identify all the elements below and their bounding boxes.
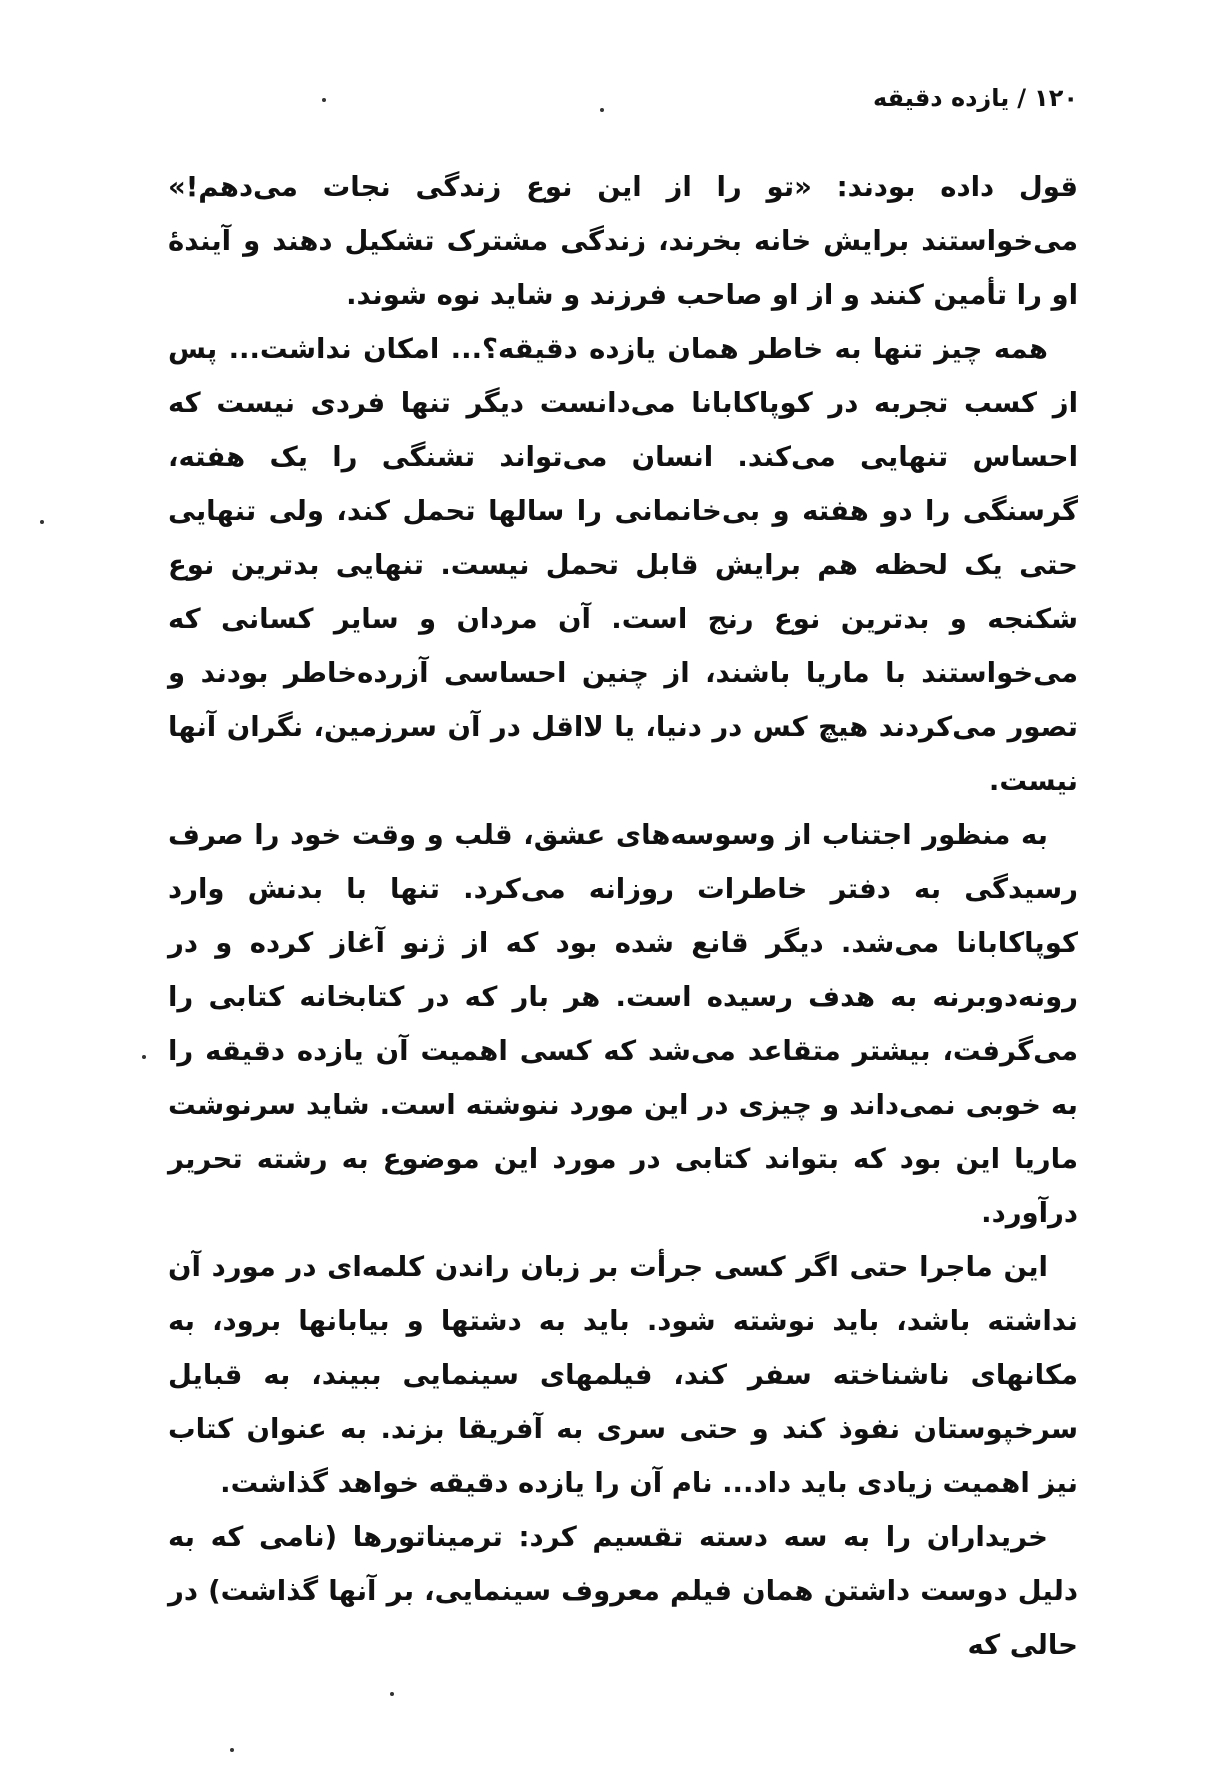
page-number: ۱۲۰ bbox=[1034, 84, 1078, 112]
paragraph: این ماجرا حتی اگر کسی جرأت بر زبان راندن کلمه‌ای در مورد آن نداشته باشد، باید نوشته شود. باید به دشتها و بیابانها برود، به مکانهای ناشناخته سفر کند، فیلمهای سینمایی ببیند، به قبایل سرخپوستان نفوذ کند و حتی سری به آفریقا بزند. به عنوان کتاب نیز اهمیت زیادی باید داد... نام آن را یازده دقیقه خواهد گذاشت. bbox=[168, 1251, 1078, 1499]
paragraph: به منظور اجتناب از وسوسه‌های عشق، قلب و وقت خود را صرف رسیدگی به دفتر خاطرات روزانه می‌کرد. تنها با بدنش وارد کوپاکابانا می‌شد. دیگر قانع شده بود که از ژنو آغاز کرده و در رونه‌دوبرنه به هدف رسیده است. هر بار که در کتابخانه کتابی را می‌گرفت، بیشتر متقاعد می‌شد که کسی اهمیت آن یازده دقیقه را به خوبی نمی‌داند و چیزی در این مورد ننوشته است. شاید سرنوشت ماریا این بود که بتواند کتابی در مورد این موضوع به رشته تحریر درآورد. bbox=[168, 819, 1078, 1229]
scan-speck bbox=[142, 1055, 146, 1059]
scan-speck bbox=[390, 1692, 394, 1696]
scan-speck bbox=[230, 1748, 234, 1752]
paragraph: خریداران را به سه دسته تقسیم کرد: ترمیناتورها (نامی که به دلیل دوست داشتن همان فیلم معروف سینمایی، بر آنها گذاشت) در حالی که bbox=[168, 1521, 1078, 1661]
scan-speck bbox=[600, 108, 604, 112]
scan-speck bbox=[40, 520, 44, 524]
book-title: یازده دقیقه bbox=[872, 84, 1010, 112]
body-text bbox=[168, 160, 1078, 1672]
scan-speck bbox=[322, 98, 326, 102]
paragraph: همه چیز تنها به خاطر همان یازده دقیقه؟... امکان نداشت... پس از کسب تجربه در کوپاکابانا می‌دانست دیگر تنها فردی نیست که احساس تنهایی می‌کند. انسان می‌تواند تشنگی را یک هفته، گرسنگی را دو هفته و بی‌خانمانی را سالها تحمل کند، ولی تنهایی حتی یک لحظه هم برایش قابل تحمل نیست. تنهایی بدترین نوع شکنجه و بدترین نوع رنج است. آن مردان و سایر کسانی که می‌خواستند با ماریا باشند، از چنین احساسی آزرده‌خاطر بودند و تصور می‌کردند هیچ کس در دنیا، یا لااقل در آن سرزمین، نگران آنها نیست. bbox=[168, 333, 1078, 797]
page-header bbox=[168, 78, 1078, 118]
header-separator: / bbox=[1017, 84, 1027, 112]
paragraph: قول داده بودند: «تو را از این نوع زندگی نجات می‌دهم!» می‌خواستند برایش خانه بخرند، زندگی مشترک تشکیل دهند و آیندهٔ او را تأمین کنند و از او صاحب فرزند و شاید نوه شوند. bbox=[168, 171, 1078, 311]
